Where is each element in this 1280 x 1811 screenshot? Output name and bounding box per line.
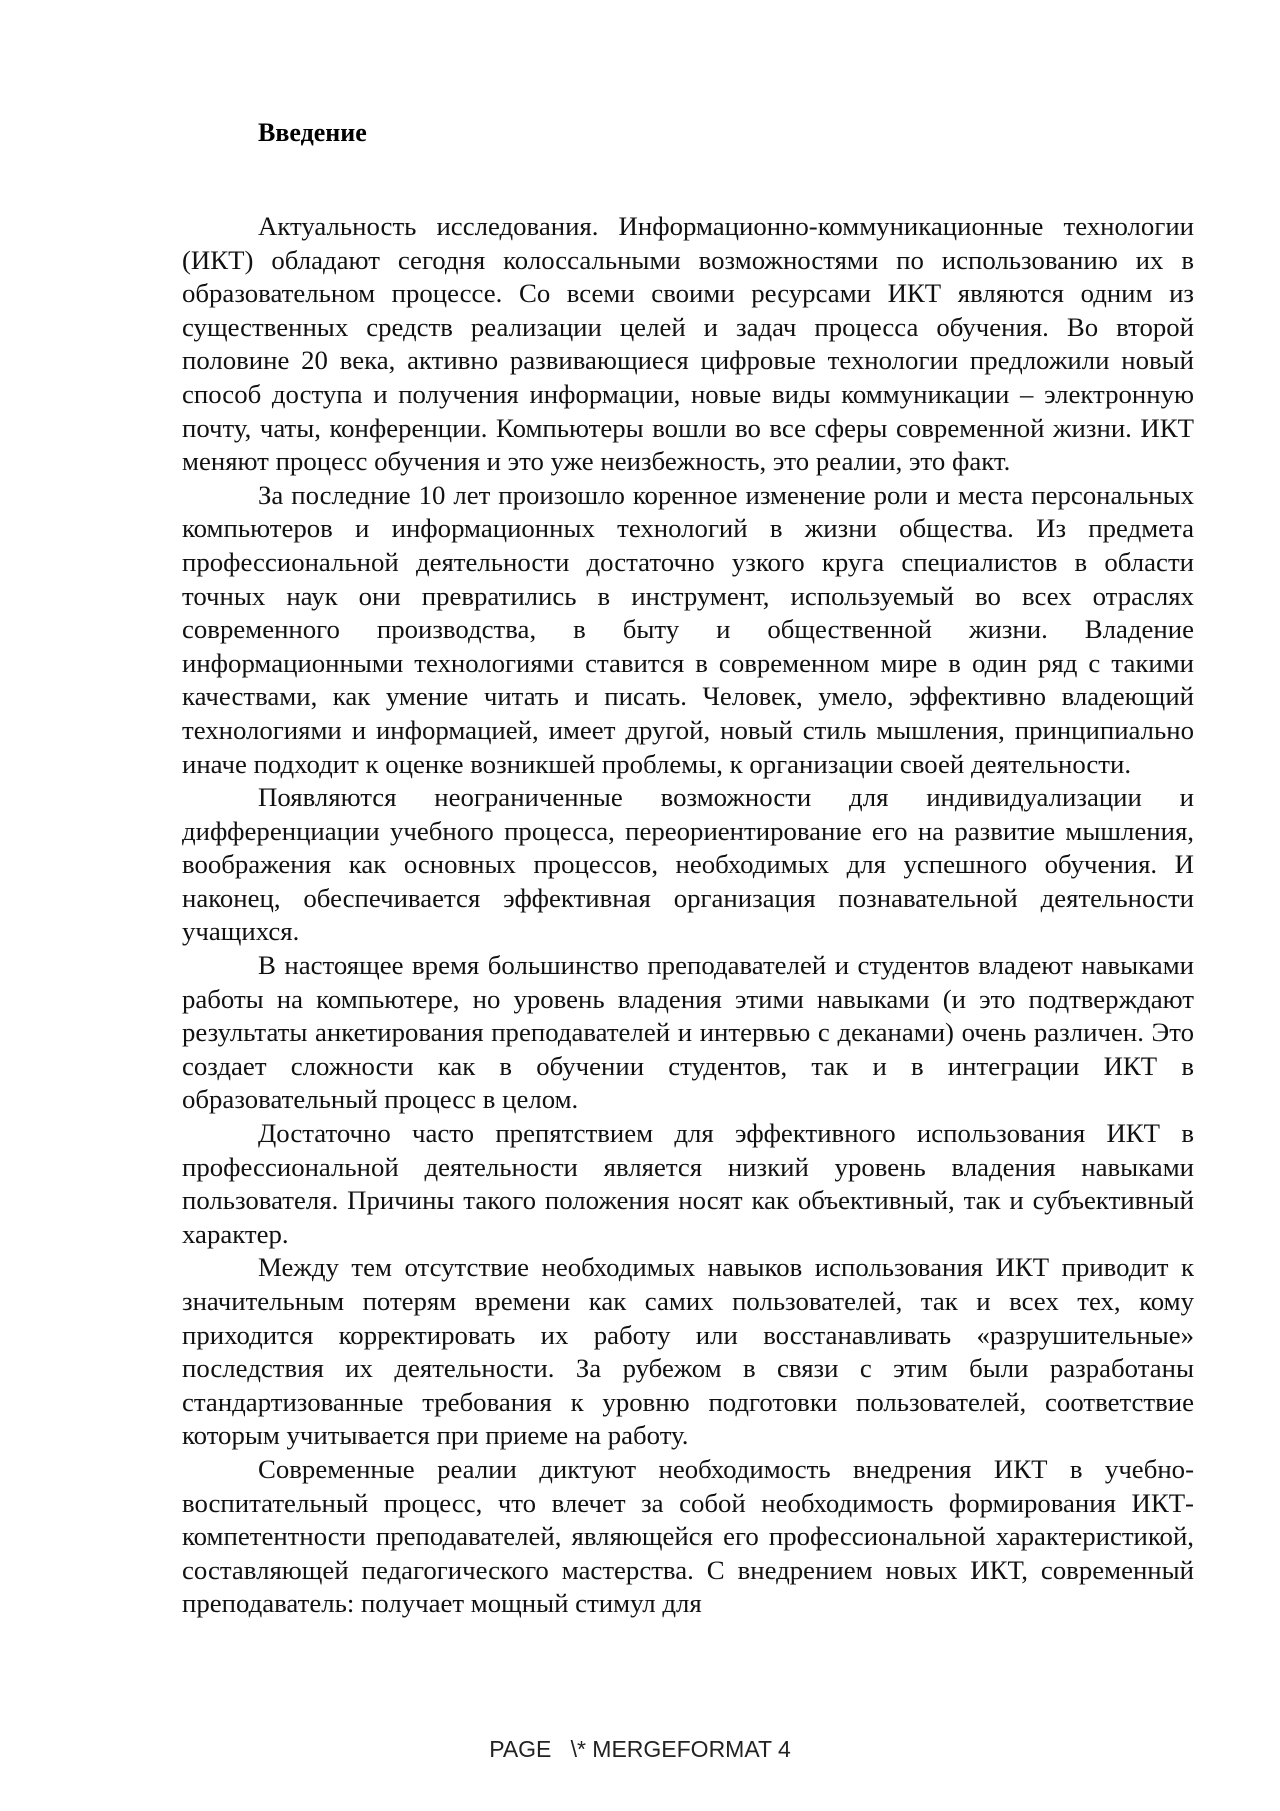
body-text bbox=[182, 210, 1194, 1621]
section-title: Введение bbox=[258, 118, 367, 147]
paragraph-individualization: Появляются неограниченные возможности для индивидуализации и дифференциации учебного процесса, переориентирование его на развитие мышления, воображения как основных процессов, необходимых для успешного обучения. И наконец, обеспечивается эффективная организация познавательной деятельности учащихся. bbox=[182, 782, 1194, 947]
paragraph-time-losses: Между тем отсутствие необходимых навыков использования ИКТ приводит к значительным потерям времени как самих пользователей, так и всех тех, кому приходится корректировать их работу или восстанавливать «разрушительные» последствия их деятельности. За рубежом в связи с этим были разработаны стандартизованные требования к уровню подготовки пользователей, соответствие которым учитывается при приеме на работу. bbox=[182, 1252, 1194, 1451]
paragraph-obstacles: Достаточно часто препятствием для эффективного использования ИКТ в профессиональной деятельности является низкий уровень владения навыками пользователя. Причины такого положения носят как объективный, так и субъективный характер. bbox=[182, 1118, 1194, 1249]
page-footer: PAGE \* MERGEFORMAT 4 bbox=[489, 1736, 791, 1762]
paragraph-last-decade: За последние 10 лет произошло коренное изменение роли и места персональных компьютеров и информационных технологий в жизни общества. Из предмета профессиональной деятельности достаточно узкого круга специалистов в области точных наук они превратились в инструмент, используемый во всех отраслях современного производства, в быту и общественной жизни. Владение информационными технологиями ставится в современном мире в один ряд с такими качествами, как умение читать и писать. Человек, умело, эффективно владеющий технологиями и информацией, имеет другой, новый стиль мышления, принципиально иначе подходит к оценке возникшей проблемы, к организации своей деятельности. bbox=[182, 479, 1194, 779]
paragraph-skills-level: В настоящее время большинство преподавателей и студентов владеют навыками работы на компьютере, но уровень владения этими навыками (и это подтверждают результаты анкетирования преподавателей и интервью с деканами) очень различен. Это создает сложности как в обучении студентов, так и в интеграции ИКТ в образовательный процесс в целом. bbox=[182, 950, 1194, 1115]
paragraph-modern-realities: Современные реалии диктуют необходимость внедрения ИКТ в учебно-воспитательный процесс, что влечет за собой необходимость формирования ИКТ-компетентности преподавателей, являющейся его профессиональной характеристикой, составляющей педагогического мастерства. С внедрением новых ИКТ, современный преподаватель: получает мощный стимул для bbox=[182, 1453, 1194, 1619]
paragraph-relevance: Актуальность исследования. Информационно-коммуникационные технологии (ИКТ) обладают сегодня колоссальными возможностями по использованию их в образовательном процессе. Со всеми своими ресурсами ИКТ являются одним из существенных средств реализации целей и задач процесса обучения. Во второй половине 20 века, активно развивающиеся цифровые технологии предложили новый способ доступа и получения информации, новые виды коммуникации – электронную почту, чаты, конференции. Компьютеры вошли во все сферы современной жизни. ИКТ меняют процесс обучения и это уже неизбежность, это реалии, это факт. bbox=[182, 211, 1194, 477]
